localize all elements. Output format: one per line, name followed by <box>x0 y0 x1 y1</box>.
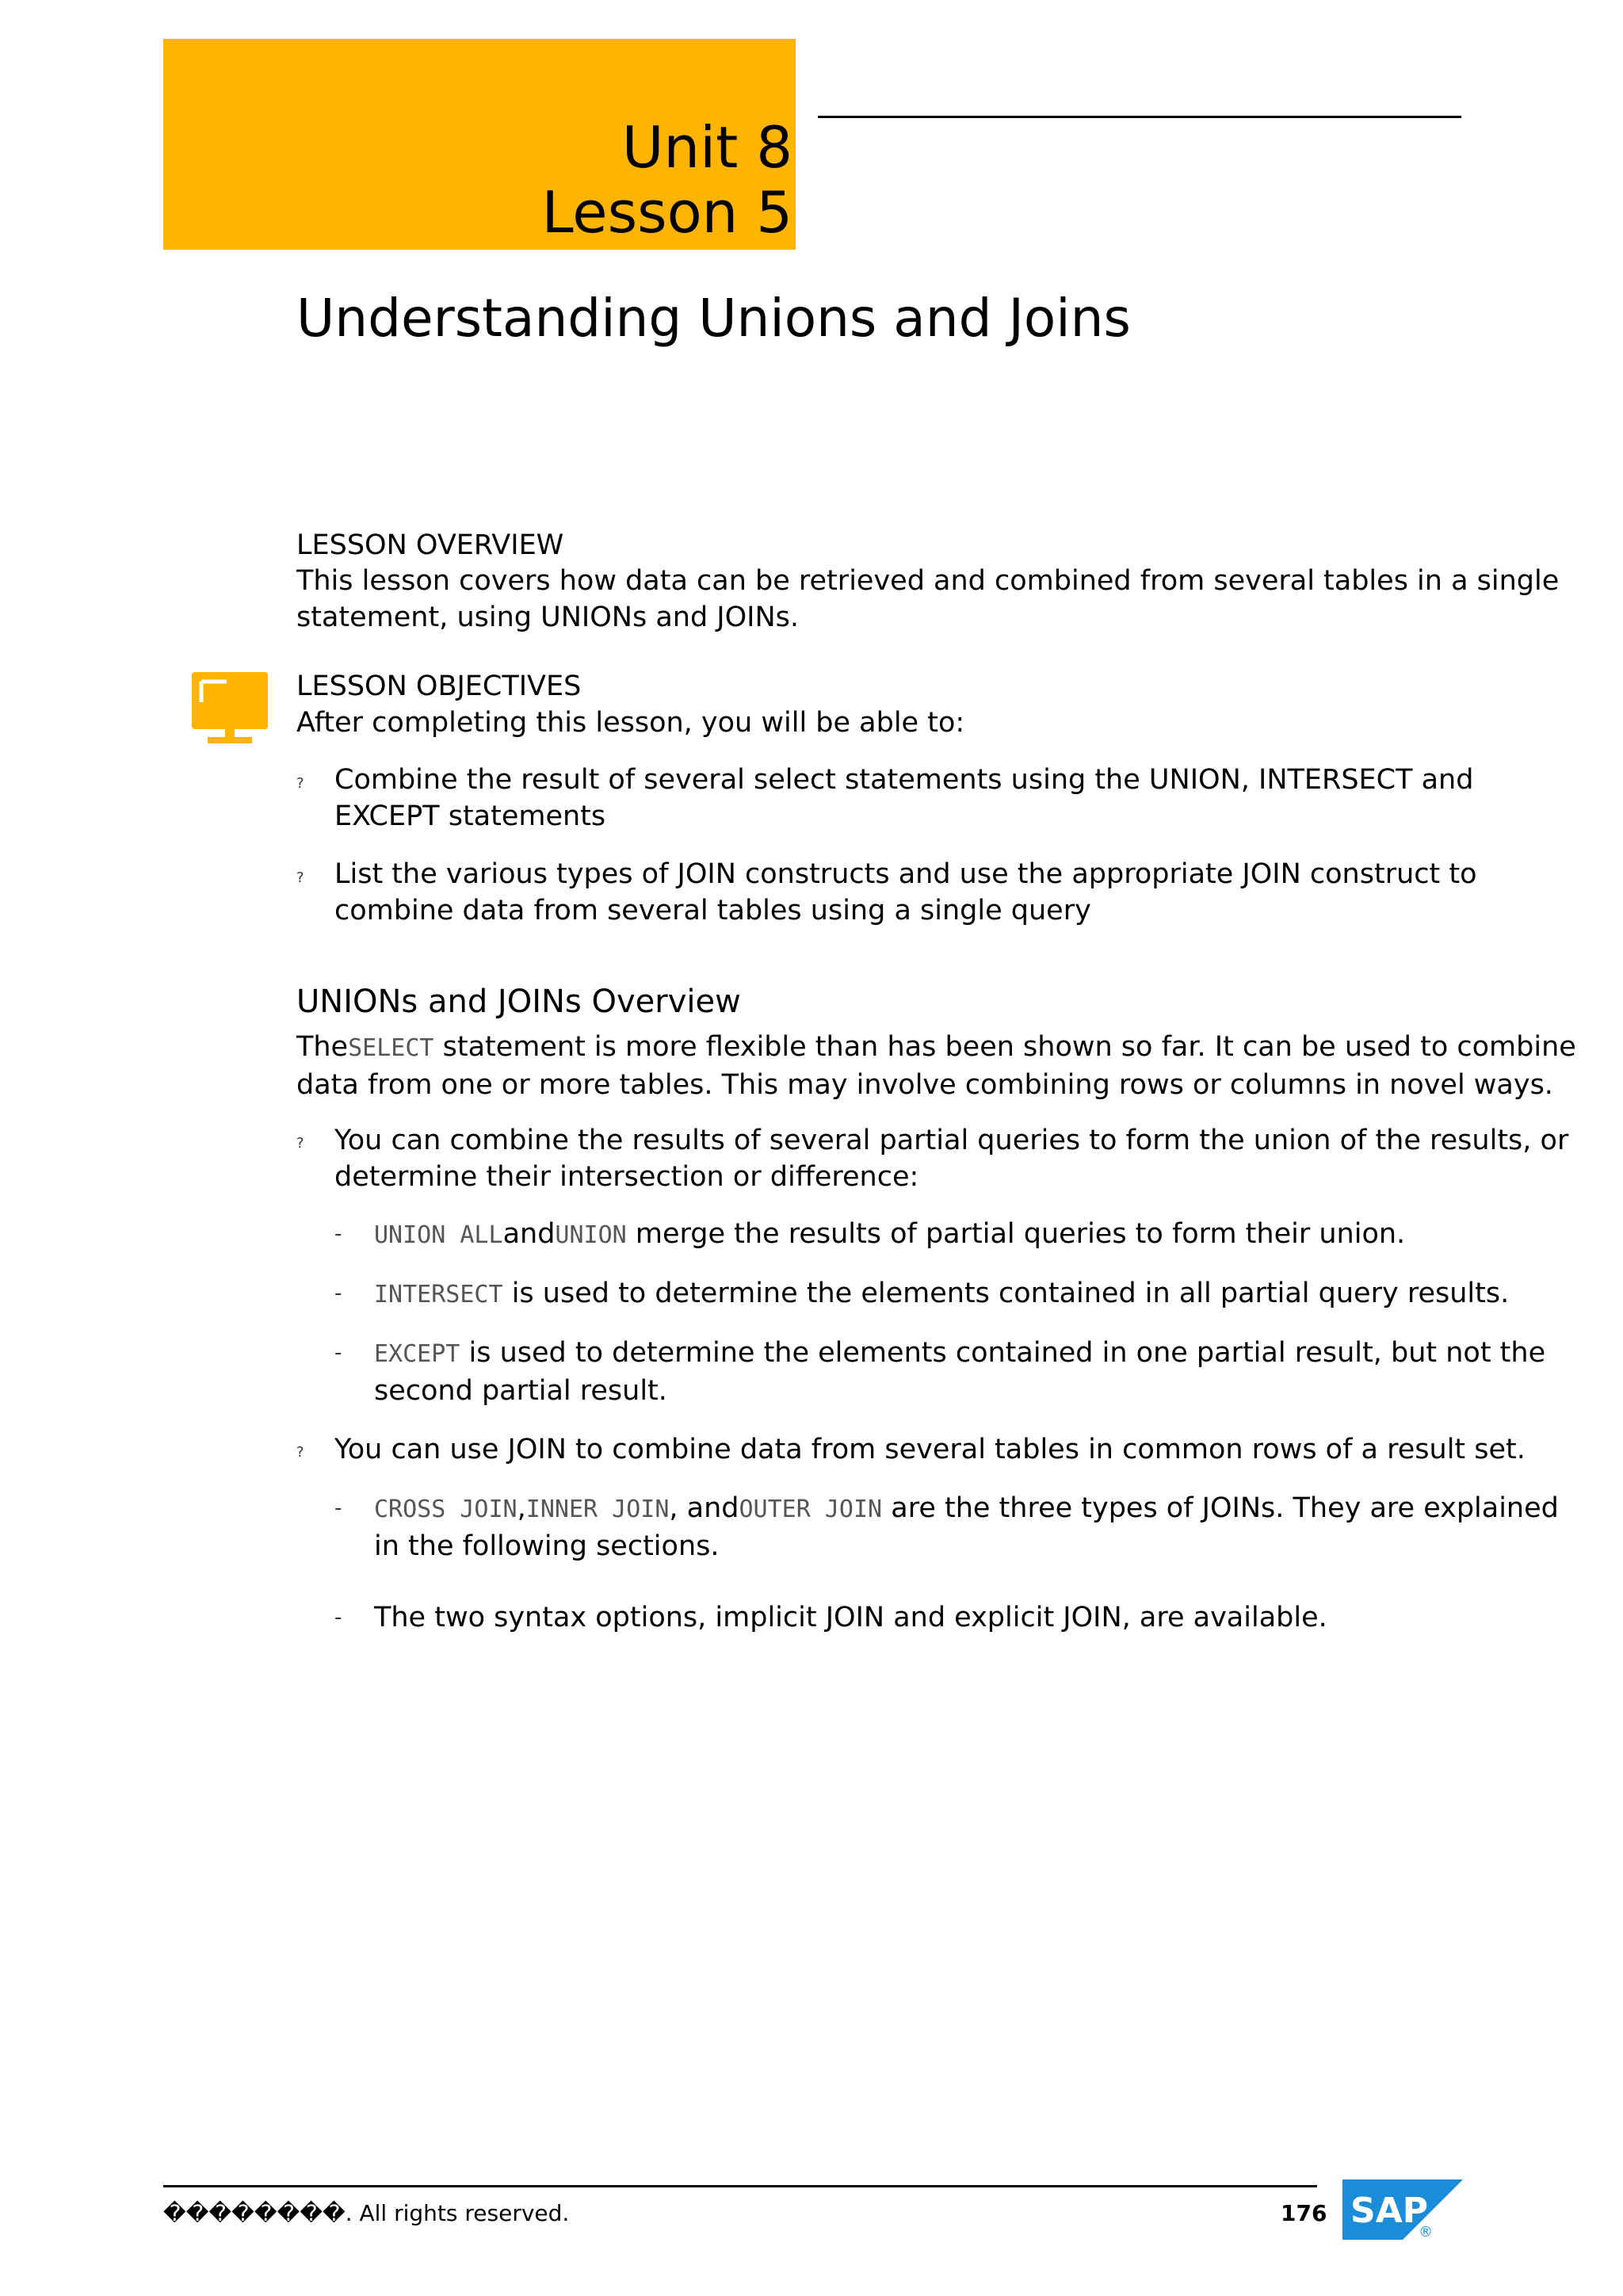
unit-banner <box>163 39 796 250</box>
page-number: 176 <box>1281 2200 1327 2226</box>
sub-item <box>374 1216 1405 1254</box>
section-intro <box>296 1029 1588 1103</box>
sub-item <box>374 1490 1579 1564</box>
dash-marker: - <box>334 1496 342 1520</box>
bullet-marker: ? <box>296 869 304 886</box>
sap-logo <box>1342 2179 1463 2240</box>
registered-mark: ® <box>1419 2224 1433 2240</box>
objectives-heading: LESSON OBJECTIVES <box>296 670 582 702</box>
section-bullet: You can combine the results of several partial queries to form the union of the results, or determine their intersection or difference: <box>334 1125 1569 1193</box>
overview-text: This lesson covers how data can be retrieved and combined from several tables in a single statement, using UNIONs and JOINs. <box>296 565 1560 633</box>
code-select: SELECT <box>348 1034 434 1062</box>
sap-logo-text: SAP <box>1350 2191 1428 2231</box>
header-divider <box>818 116 1461 118</box>
monitor-icon <box>190 670 269 745</box>
sub-text: , <box>517 1492 526 1524</box>
sub-text: merge the results of partial queries to form their union. <box>626 1218 1406 1250</box>
bullet-marker: ? <box>296 1135 304 1152</box>
dash-marker: - <box>334 1282 342 1305</box>
code-outer-join: OUTER JOIN <box>739 1496 883 1523</box>
dash-marker: - <box>334 1606 342 1629</box>
dash-marker: - <box>334 1222 342 1246</box>
overview-heading: LESSON OVERVIEW <box>296 529 564 561</box>
sub-item <box>374 1335 1579 1409</box>
copyright-text: ��������. All rights reserved. <box>163 2200 570 2226</box>
sub-text: is used to determine the elements contained in one partial result, but not the second partial result. <box>374 1337 1546 1407</box>
sub-text: and <box>502 1218 556 1250</box>
lesson-label: Lesson 5 <box>541 179 792 246</box>
dash-marker: - <box>334 1341 342 1365</box>
objective-item: Combine the result of several select statements using the UNION, INTERSECT and EXCEPT statements <box>334 764 1474 832</box>
intro-text: statement is more flexible than has been shown so far. It can be used to combine data from one or more tables. This may involve combining rows or columns in novel ways. <box>296 1031 1576 1101</box>
sub-item <box>374 1275 1509 1313</box>
code-cross-join: CROSS JOIN <box>374 1496 517 1523</box>
section-bullet: You can use JOIN to combine data from several tables in common rows of a result set. <box>334 1434 1526 1465</box>
objectives-intro: After completing this lesson, you will be able to: <box>296 707 965 739</box>
sub-text: are the three types of JOINs. They are explained in the following sections. <box>374 1492 1559 1562</box>
code-intersect: INTERSECT <box>374 1281 503 1308</box>
intro-text: The <box>296 1031 349 1063</box>
sub-text: , and <box>669 1492 739 1524</box>
code-union: UNION <box>555 1221 627 1249</box>
bullet-marker: ? <box>296 775 304 792</box>
objective-item: List the various types of JOIN constructs and use the appropriate JOIN construct to combine data from several tables using a single query <box>334 858 1477 926</box>
code-inner-join: INNER JOIN <box>525 1496 670 1523</box>
code-union-all: UNION ALL <box>374 1221 503 1249</box>
sub-item: The two syntax options, implicit JOIN and explicit JOIN, are available. <box>374 1602 1327 1633</box>
sub-text: is used to determine the elements contained in all partial query results. <box>502 1278 1510 1309</box>
section-heading: UNIONs and JOINs Overview <box>296 984 741 1020</box>
unit-label: Unit 8 <box>621 114 792 181</box>
page-title: Understanding Unions and Joins <box>296 288 1131 349</box>
code-except: EXCEPT <box>374 1340 460 1368</box>
bullet-marker: ? <box>296 1444 304 1461</box>
footer-divider <box>163 2185 1317 2187</box>
